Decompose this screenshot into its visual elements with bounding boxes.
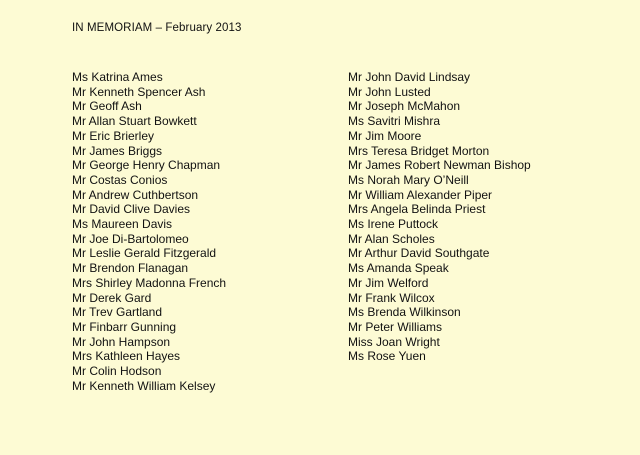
name-entry: Mrs Shirley Madonna French [72, 275, 227, 290]
name-entry: Mr Kenneth William Kelsey [72, 378, 216, 393]
name-entry: Ms Amanda Speak [348, 261, 449, 276]
name-entry: Mr David Clive Davies [72, 202, 191, 217]
name-entry: Mr Kenneth Spencer Ash [72, 84, 206, 99]
name-entry: Ms Savitri Mishra [348, 114, 441, 129]
name-entry: Ms Brenda Wilkinson [348, 305, 461, 320]
name-entry: Mr James Robert Newman Bishop [348, 158, 531, 173]
name-entry: Mr Joseph McMahon [348, 99, 461, 114]
name-entry: Mr Geoff Ash [72, 99, 142, 114]
name-entry: Mr Jim Welford [348, 275, 429, 290]
name-entry: Mr Jim Moore [348, 128, 422, 143]
names-list-left [72, 70, 226, 393]
name-entry: Ms Irene Puttock [348, 217, 439, 232]
name-entry: Mr Colin Hodson [72, 364, 162, 379]
name-entry: Ms Katrina Ames [72, 70, 163, 84]
name-entry: Mr Finbarr Gunning [72, 319, 177, 334]
name-entry: Ms Rose Yuen [348, 349, 426, 364]
name-entry: Ms Norah Mary O’Neill [348, 172, 469, 187]
name-entry: Mrs Angela Belinda Priest [348, 202, 486, 217]
name-entry: Mr Arthur David Southgate [348, 246, 490, 261]
name-entry: Mr George Henry Chapman [72, 158, 221, 173]
name-entry: Miss Joan Wright [348, 334, 440, 349]
name-entry: Mrs Kathleen Hayes [72, 349, 181, 364]
name-entry: Mr Costas Conios [72, 172, 168, 187]
name-entry: Mr Brendon Flanagan [72, 261, 189, 276]
name-entry: Mr John Hampson [72, 334, 171, 349]
name-entry: Mr Andrew Cuthbertson [72, 187, 199, 202]
name-entry: Mr Alan Scholes [348, 231, 435, 246]
name-entry: Mr Derek Gard [72, 290, 152, 305]
name-entry: Mr John Lusted [348, 84, 431, 99]
name-entry: Mr Trev Gartland [72, 305, 163, 320]
name-entry: Mr Allan Stuart Bowkett [72, 114, 197, 129]
name-entry: Ms Maureen Davis [72, 217, 173, 232]
name-entry: Mr Leslie Gerald Fitzgerald [72, 246, 217, 261]
name-entry: Mr John David Lindsay [348, 70, 471, 84]
name-entry: Mr Eric Brierley [72, 128, 155, 143]
name-entry: Mr Peter Williams [348, 319, 443, 334]
name-entry: Mr James Briggs [72, 143, 163, 158]
name-entry: Mr Frank Wilcox [348, 290, 435, 305]
name-entry: Mr Joe Di-Bartolomeo [72, 231, 189, 246]
name-entry: Mr William Alexander Piper [348, 187, 493, 202]
page-title: IN MEMORIAM – February 2013 [72, 22, 242, 34]
name-entry: Mrs Teresa Bridget Morton [348, 143, 490, 158]
names-list-right [348, 70, 531, 364]
